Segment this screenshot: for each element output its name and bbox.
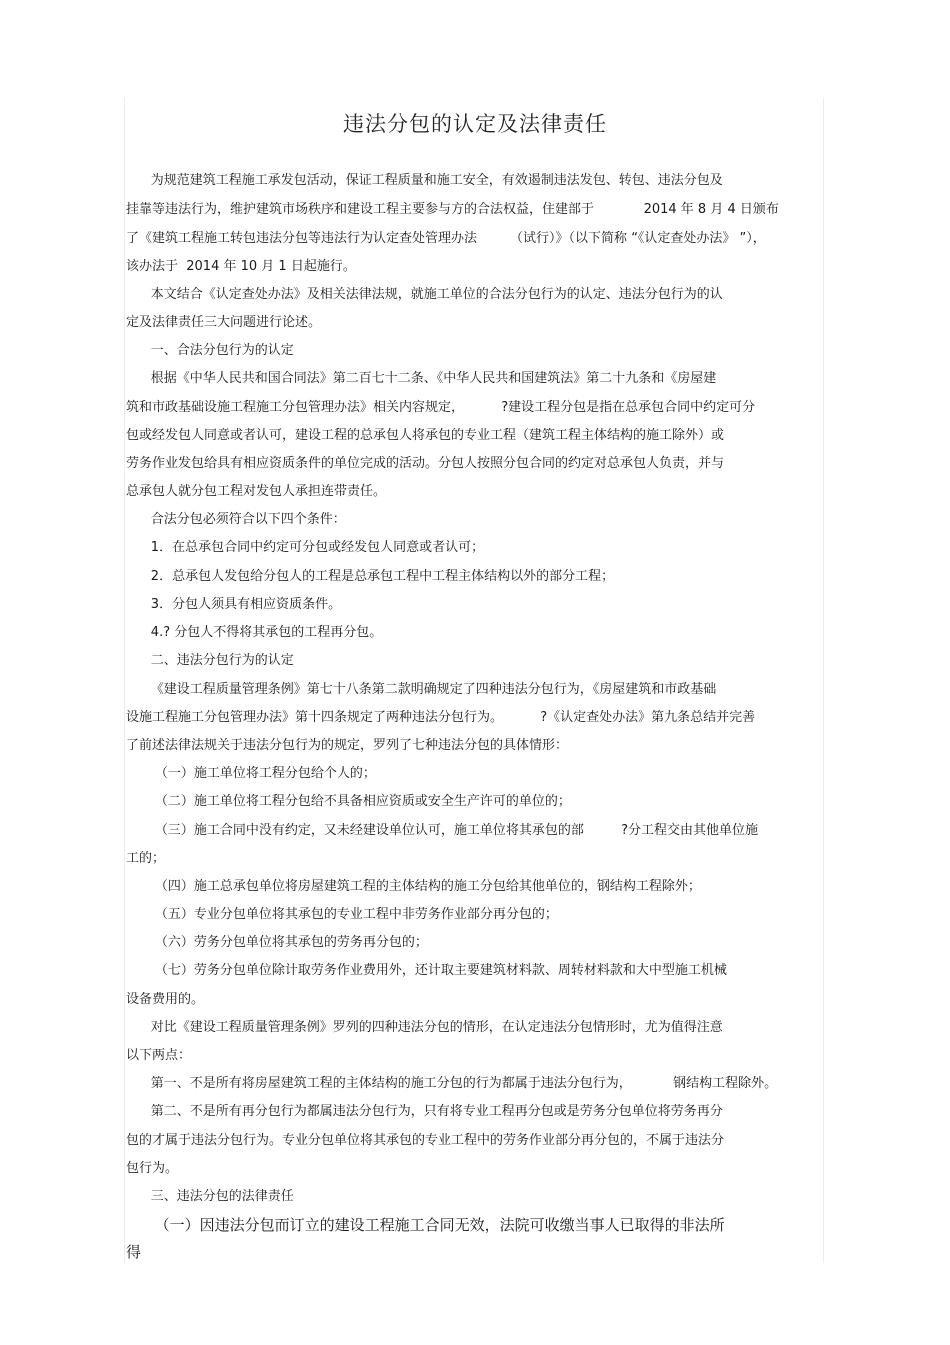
paragraph-line: 该办法于 2014 年 10 月 1 日起施行。	[126, 259, 356, 274]
document-title: 违法分包的认定及法律责任	[343, 112, 607, 136]
section-heading: 一、合法分包行为的认定	[126, 343, 294, 358]
paragraph-line: 为规范建筑工程施工承发包活动，保证工程质量和施工安全，有效遏制违法发包、转包、违法分包及	[126, 173, 723, 188]
paragraph-line: 了前述法律法规关于违法分包行为的规定，罗列了七种违法分包的具体情形：	[126, 738, 569, 753]
paragraph-line: 第一、不是所有将房屋建筑工程的主体结构的施工分包的行为都属于违法分包行为， 钢结构工程除外。	[126, 1076, 778, 1091]
left-margin-rule	[124, 98, 125, 1263]
list-item: 2．总承包人发包给分包人的工程是总承包工程中工程主体结构以外的部分工程；	[126, 569, 615, 584]
paragraph-line: 挂靠等违法行为，维护建筑市场秩序和建设工程主要参与方的合法权益，住建部于 2014 年 8 月 4 日颁布	[126, 202, 779, 217]
list-item: （七）劳务分包单位除计取劳务作业费用外，还计取主要建筑材料款、周转材料款和大中型施工机械	[126, 963, 727, 978]
paragraph-line: 得	[126, 1243, 142, 1261]
section-heading: 三、违法分包的法律责任	[126, 1189, 294, 1204]
list-item: （四）施工总承包单位将房屋建筑工程的主体结构的施工分包给其他单位的，钢结构工程除外；	[126, 879, 701, 894]
section-heading: 二、违法分包行为的认定	[126, 653, 294, 668]
paragraph-line: 了《建筑工程施工转包违法分包等违法行为认定查处管理办法 （试行）》（以下简称 “《认定查处办法》 ”），	[126, 231, 766, 246]
list-item: （三）施工合同中没有约定，又未经建设单位认可，施工单位将其承包的部 ?分工程交由其他单位施	[126, 823, 759, 838]
paragraph-line: 定及法律责任三大问题进行论述。	[126, 315, 322, 330]
list-item: 3．分包人须具有相应资质条件。	[126, 597, 342, 612]
paragraph-line: 根据《中华人民共和国合同法》第二百七十二条、《中华人民共和国建筑法》第二十九条和《房屋建	[126, 371, 717, 386]
paragraph-line: 包或经发包人同意或者认可，建设工程的总承包人将承包的专业工程（建筑工程主体结构的施工除外）或	[126, 428, 725, 443]
paragraph-line: （一）因违法分包而订立的建设工程施工合同无效，法院可收缴当事人已取得的非法所	[126, 1216, 725, 1234]
paragraph-line: 对比《建设工程质量管理条例》罗列的四种违法分包的情形，在认定违法分包情形时，尤为值得注意	[126, 1020, 723, 1035]
list-item: 工的；	[126, 851, 166, 866]
paragraph-line: 以下两点：	[126, 1048, 192, 1063]
list-item: 设备费用的。	[126, 992, 205, 1007]
list-item: 1．在总承包合同中约定可分包或经发包人同意或者认可；	[126, 540, 485, 555]
list-item: 4.? 分包人不得将其承包的工程再分包。	[126, 625, 383, 640]
paragraph-line: 设施工程施工分包管理办法》第十四条规定了两种违法分包行为。 ?《认定查处办法》第九条总结并完善	[126, 710, 756, 725]
list-item: （五）专业分包单位将其承包的专业工程中非劳务作业部分再分包的；	[126, 907, 558, 922]
paragraph-line: 包行为。	[126, 1161, 179, 1176]
paragraph-line: 《建设工程质量管理条例》第七十八条第二款明确规定了四种违法分包行为，《房屋建筑和市政基础	[126, 682, 717, 697]
paragraph-line: 包的才属于违法分包行为。专业分包单位将其承包的专业工程中的劳务作业部分再分包的，不属于违法分	[126, 1133, 725, 1148]
paragraph-line: 本文结合《认定查处办法》及相关法律法规，就施工单位的合法分包行为的认定、违法分包行为的认	[126, 287, 723, 302]
paragraph-line: 筑和市政基础设施工程施工分包管理办法》相关内容规定， ?建设工程分包是指在总承包合同中约定可分	[126, 400, 756, 415]
paragraph-line: 总承包人就分包工程对发包人承担连带责任。	[126, 484, 387, 499]
paragraph-line: 合法分包必须符合以下四个条件：	[126, 512, 346, 527]
list-item: （六）劳务分包单位将其承包的劳务再分包的；	[126, 935, 428, 950]
list-item: （一）施工单位将工程分包给个人的；	[126, 766, 376, 781]
list-item: （二）施工单位将工程分包给不具备相应资质或安全生产许可的单位的；	[126, 794, 571, 809]
paragraph-line: 第二、不是所有再分包行为都属违法分包行为，只有将专业工程再分包或是劳务分包单位将劳务再分	[126, 1104, 723, 1119]
paragraph-line: 劳务作业发包给具有相应资质条件的单位完成的活动。分包人按照分包合同的约定对总承包人负责，并与	[126, 456, 725, 471]
